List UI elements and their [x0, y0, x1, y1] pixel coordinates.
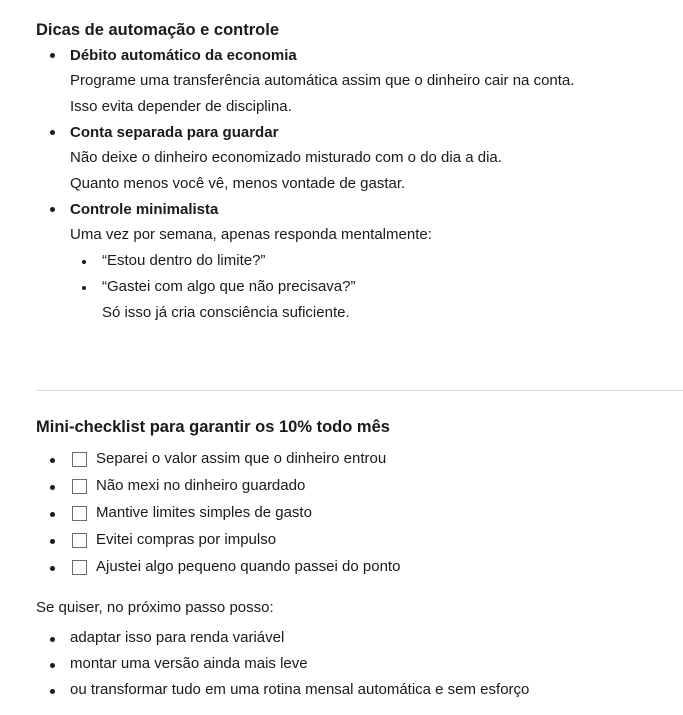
tip-sub-follow-text: Só isso já cria consciência suficiente. — [102, 304, 350, 321]
list-item — [0, 200, 683, 329]
tip-sub-text: “Estou dentro do limite?” — [102, 252, 266, 269]
bullet-icon — [50, 485, 55, 490]
tip-line: Quanto menos você vê, menos vontade de gastar. — [70, 175, 406, 192]
tip-line: Programe uma transferência automática assim que o dinheiro cair na conta. — [70, 72, 575, 89]
list-item — [0, 628, 683, 654]
closing-item-text: adaptar isso para renda variável — [70, 629, 285, 646]
tips-sub-list — [0, 251, 683, 303]
bullet-icon — [50, 512, 55, 517]
tip-title: Conta separada para guardar — [70, 124, 279, 141]
list-item — [0, 277, 683, 303]
closing-item-text: montar uma versão ainda mais leve — [70, 655, 308, 672]
list-item — [0, 654, 683, 680]
checkbox-icon[interactable] — [72, 452, 87, 467]
bullet-icon — [50, 566, 55, 571]
checklist-section-heading: Mini-checklist para garantir os 10% todo mês — [36, 418, 390, 436]
list-item[interactable] — [0, 449, 683, 476]
bullet-icon — [82, 286, 86, 290]
bullet-icon — [50, 130, 55, 135]
tips-section-heading: Dicas de automação e controle — [36, 21, 279, 39]
list-item[interactable] — [0, 476, 683, 503]
list-item — [0, 123, 683, 200]
list-item — [0, 46, 683, 123]
closing-item-text: ou transformar tudo em uma rotina mensal automática e sem esforço — [70, 681, 530, 698]
closing-list — [0, 628, 683, 706]
checklist-item-label: Evitei compras por impulso — [96, 531, 277, 548]
tip-line: Não deixe o dinheiro economizado misturado com o do dia a dia. — [70, 149, 502, 166]
bullet-icon — [50, 539, 55, 544]
tip-line: Uma vez por semana, apenas responda mentalmente: — [70, 226, 432, 243]
bullet-icon — [82, 260, 86, 264]
bullet-icon — [50, 207, 55, 212]
checklist-item-label: Mantive limites simples de gasto — [96, 504, 312, 521]
tip-title: Controle minimalista — [70, 201, 219, 218]
checklist — [0, 449, 683, 584]
list-item — [0, 680, 683, 706]
tips-list — [0, 46, 683, 329]
bullet-icon — [50, 458, 55, 463]
list-item[interactable] — [0, 557, 683, 584]
tip-title: Débito automático da economia — [70, 47, 297, 64]
section-divider — [36, 390, 683, 391]
checkbox-icon[interactable] — [72, 533, 87, 548]
checklist-item-label: Não mexi no dinheiro guardado — [96, 477, 306, 494]
tip-sub-text: “Gastei com algo que não precisava?” — [102, 278, 356, 295]
list-item[interactable] — [0, 530, 683, 557]
checklist-item-label: Separei o valor assim que o dinheiro entrou — [96, 450, 387, 467]
bullet-icon — [50, 663, 55, 668]
bullet-icon — [50, 53, 55, 58]
checkbox-icon[interactable] — [72, 506, 87, 521]
bullet-icon — [50, 689, 55, 694]
checkbox-icon[interactable] — [72, 560, 87, 575]
checklist-item-label: Ajustei algo pequeno quando passei do ponto — [96, 558, 401, 575]
bullet-icon — [50, 637, 55, 642]
list-item — [0, 251, 683, 277]
tip-line: Isso evita depender de disciplina. — [70, 98, 292, 115]
checkbox-icon[interactable] — [72, 479, 87, 494]
closing-intro-text: Se quiser, no próximo passo posso: — [36, 599, 274, 616]
list-item[interactable] — [0, 503, 683, 530]
